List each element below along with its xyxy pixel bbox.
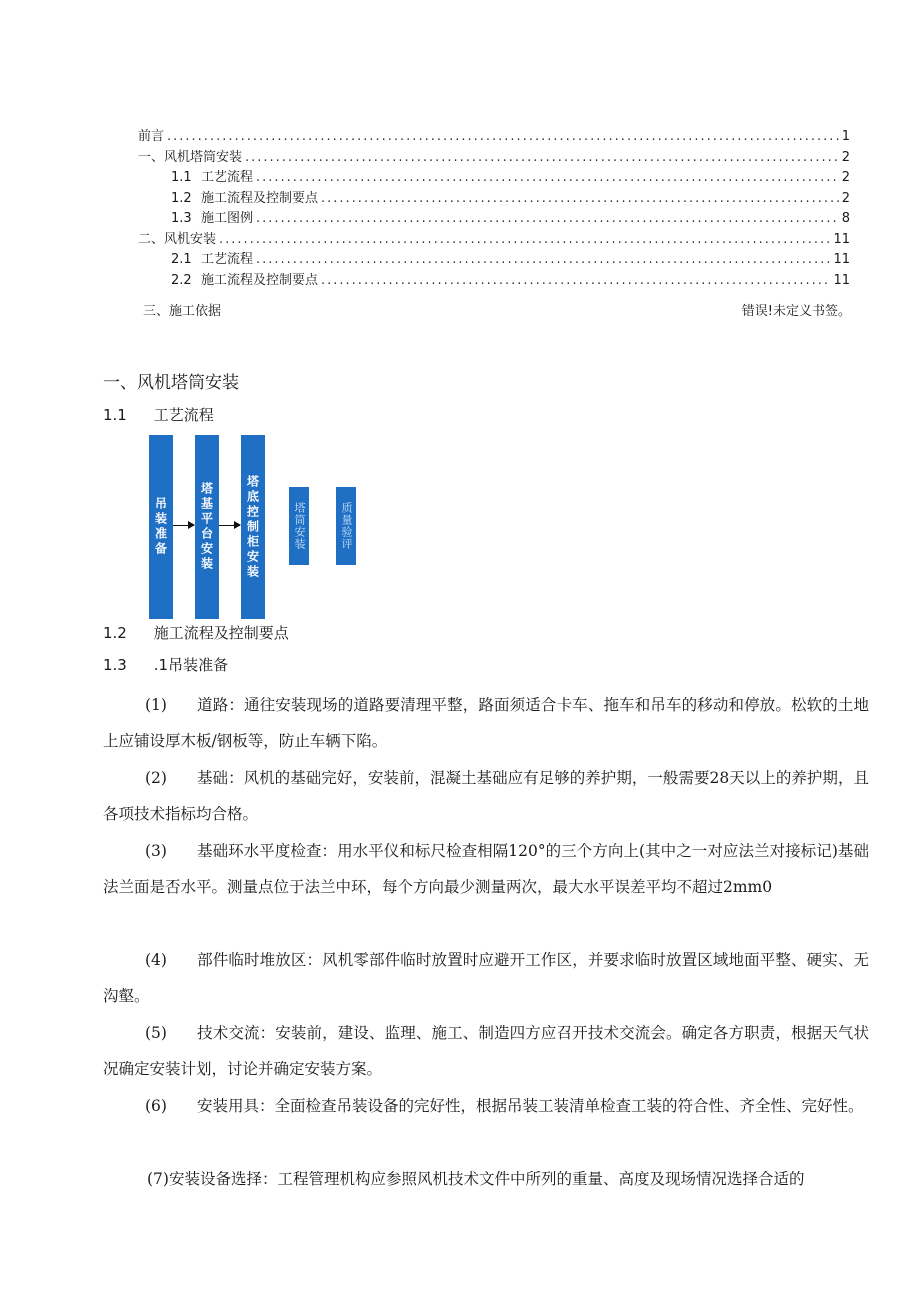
- paragraph: [103, 1015, 869, 1087]
- toc-entry-number: 1.1: [171, 170, 192, 185]
- toc-entry-title: 施工流程及控制要点: [201, 190, 319, 206]
- heading-number: 1.1: [103, 406, 127, 424]
- toc-entry[interactable]: [138, 250, 850, 271]
- flow-box: 塔基平台安装: [195, 435, 219, 619]
- paragraph-number: (1): [145, 696, 167, 714]
- toc-entry[interactable]: [138, 168, 850, 189]
- subsection-heading: [103, 654, 228, 675]
- paragraph-text: 基础环水平度检查：用水平仪和标尺检查相隔120°的三个方向上(其中之一对应法兰对接标记)基础法兰面是否水平。测量点位于法兰中环，每个方向最少测量两次，最大水平误差平均不超过2mm0: [103, 842, 869, 896]
- paragraph-text: 部件临时堆放区：风机零部件临时放置时应避开工作区，并要求临时放置区域地面平整、硬实、无沟壑。: [103, 951, 869, 1005]
- toc-entry[interactable]: [138, 127, 850, 148]
- toc-entry-page: 11: [833, 231, 850, 247]
- paragraph: [103, 1088, 869, 1124]
- toc-entry-page: 11: [833, 272, 850, 288]
- toc-leader-dots: [321, 271, 830, 292]
- toc-leader-dots: [167, 127, 839, 148]
- toc-entry-last[interactable]: [143, 300, 851, 319]
- paragraph: [103, 1161, 869, 1197]
- heading-title: 施工流程及控制要点: [153, 624, 289, 642]
- paragraph: [103, 942, 869, 1014]
- table-of-contents: [138, 127, 850, 291]
- flow-box: 吊装准备: [149, 435, 173, 619]
- paragraph-number: (6): [145, 1097, 167, 1115]
- paragraph-text: 技术交流：安装前，建设、监理、施工、制造四方应召开技术交流会。确定各方职责，根据天气状况确定安装计划，讨论并确定安装方案。: [103, 1024, 869, 1078]
- toc-entry-page: 错误!未定义书签。: [741, 304, 851, 319]
- toc-entry-page: 11: [833, 252, 850, 267]
- toc-entry[interactable]: [138, 189, 850, 210]
- heading-number: 1.2: [103, 624, 127, 642]
- paragraph-text: 道路：通往安装现场的道路要清理平整，路面须适合卡车、拖车和吊车的移动和停放。松软的土地上应铺设厚木板/钢板等，防止车辆下陷。: [103, 696, 869, 750]
- paragraph-number: (5): [145, 1024, 167, 1042]
- heading-title: .1吊装准备: [153, 656, 229, 674]
- toc-entry-page: 1: [841, 129, 850, 144]
- paragraph-text: 基础：风机的基础完好，安装前，混凝土基础应有足够的养护期，一般需要28天以上的养护期，且各项技术指标均合格。: [103, 769, 869, 823]
- paragraph: [103, 760, 869, 832]
- toc-entry-title: 前言: [138, 129, 165, 144]
- flow-arrow: [173, 525, 194, 526]
- paragraph: [103, 833, 869, 905]
- toc-entry-title: 一、风机塔筒安装: [138, 149, 243, 165]
- paragraph-number: (4): [145, 951, 167, 969]
- flow-box: 塔底控制柜安装: [241, 435, 265, 619]
- heading-title: 工艺流程: [153, 406, 214, 424]
- toc-leader-dots: [256, 250, 830, 271]
- toc-entry-number: 2.2: [171, 272, 192, 288]
- subsection-heading: [103, 404, 214, 425]
- toc-entry-page: 2: [841, 170, 850, 185]
- toc-entry-number: 1.3: [171, 211, 192, 226]
- flow-box: 质量验评: [336, 487, 356, 565]
- toc-entry-title: 施工流程及控制要点: [201, 272, 319, 288]
- toc-entry[interactable]: [138, 209, 850, 230]
- flow-arrow: [219, 525, 240, 526]
- toc-entry-page: 2: [841, 190, 850, 206]
- heading-number: 1.3: [103, 656, 127, 674]
- section-heading: 一、风机塔筒安装: [103, 373, 239, 393]
- paragraph: [103, 687, 869, 759]
- toc-entry-title: 施工图例: [201, 211, 254, 226]
- toc-leader-dots: [219, 230, 830, 251]
- process-flow-diagram: [146, 432, 366, 622]
- toc-leader-dots: [245, 148, 839, 169]
- toc-entry-page: 8: [841, 211, 850, 226]
- toc-entry-title: 三、施工依据: [143, 304, 222, 319]
- toc-entry[interactable]: [138, 230, 850, 251]
- toc-entry-title: 工艺流程: [201, 170, 254, 185]
- flow-box: 塔筒安装: [289, 487, 309, 565]
- toc-entry-title: 工艺流程: [201, 252, 254, 267]
- paragraph-number: (3): [145, 842, 167, 860]
- toc-entry[interactable]: [138, 271, 850, 292]
- toc-leader-dots: [256, 209, 839, 230]
- toc-entry[interactable]: [138, 148, 850, 169]
- toc-leader-dots: [321, 189, 839, 210]
- paragraph-text: 安装用具：全面检查吊装设备的完好性，根据吊装工装清单检查工装的符合性、齐全性、完好性。: [197, 1097, 864, 1115]
- toc-entry-number: 2.1: [171, 252, 192, 267]
- toc-entry-number: 1.2: [171, 190, 192, 206]
- subsection-heading: [103, 622, 289, 643]
- paragraph-text: (7)安装设备选择：工程管理机构应参照风机技术文件中所列的重量、高度及现场情况选择合适的: [147, 1170, 805, 1188]
- toc-entry-title: 二、风机安装: [138, 231, 217, 247]
- toc-entry-page: 2: [841, 149, 850, 165]
- paragraph-number: (2): [145, 769, 167, 787]
- toc-leader-dots: [256, 168, 839, 189]
